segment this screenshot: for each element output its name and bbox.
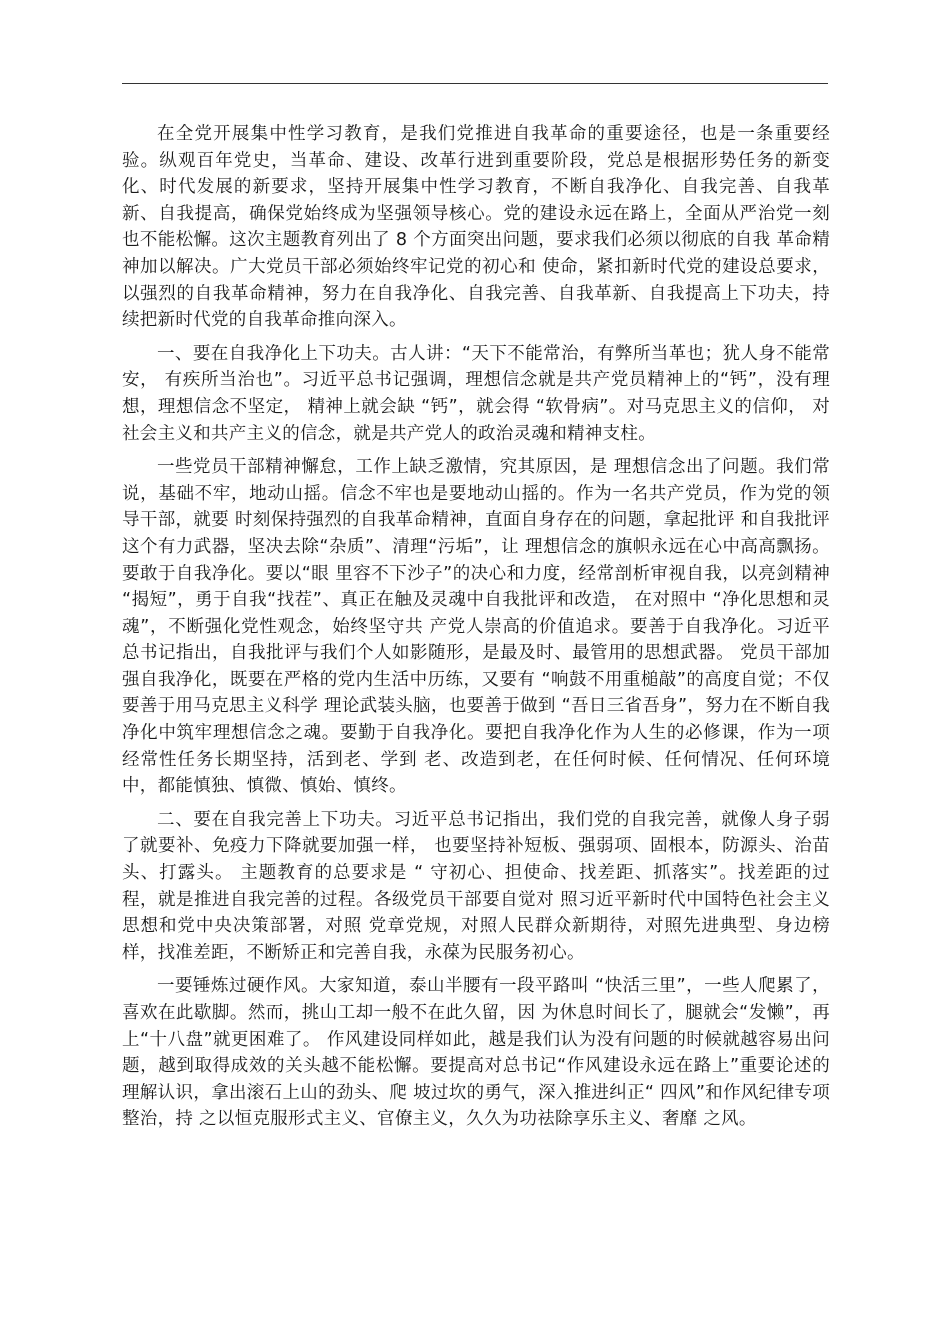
header-rule xyxy=(122,83,828,84)
document-body xyxy=(122,121,830,1140)
paragraph-section-2: 二、要在自我完善上下功夫。习近平总书记指出，我们党的自我完善，就像人身子弱了就要补、免疫力下降就要加强一样， 也要坚持补短板、强弱项、固根本，防源头、治苗头、打露头。 主题教育的总要求是 “ 守初心、担使命、找差距、抓落实”。找差距的过程，就是推进自我完善的过程。各级党员干部要自觉对 照习近平新时代中国特色社会主义思想和党中央决策部署，对照 党章党规，对照人民群众新期待，对照先进典型、身边榜样，找准差距，不断矫正和完善自我，永葆为民服务初心。 xyxy=(122,809,830,963)
paragraph-section-1: 一、要在自我净化上下功夫。古人讲：“天下不能常治，有弊所当革也；犹人身不能常安， 有疾所当治也”。习近平总书记强调，理想信念就是共产党员精神上的“钙”，没有理想，理想信念不坚定， 精神上就会缺 “钙”，就会得 “软骨病”。对马克思主义的信仰， 对社会主义和共产主义的信念，就是共产党人的政治灵魂和精神支柱。 xyxy=(122,343,830,444)
paragraph-section-1-detail: 一些党员干部精神懈怠，工作上缺乏激情，究其原因，是 理想信念出了问题。我们常说，基础不牢，地动山摇。信念不牢也是要地动山摇的。作为一名共产党员，作为党的领导干部，就要 时刻保持强烈的自我革命精神，直面自身存在的问题，拿起批评 和自我批评这个有力武器，坚决去除“杂质”、清理“污垢”，让 理想信念的旗帜永远在心中高高飘扬。要敢于自我净化。要以“眼 里容不下沙子”的决心和力度，经常剖析审视自我，以亮剑精神 “揭短”，勇于自我“找茬”、真正在触及灵魂中自我批评和改造， 在对照中 “净化思想和灵魂”，不断强化党性观念，始终坚守共 产党人崇高的价值追求。要善于自我净化。习近平总书记指出，自我批评与我们个人如影随形，是最及时、最管用的思想武器。 党员干部加强自我净化，既要在严格的党内生活中历练，又要有 “响鼓不用重槌敲”的高度自觉；不仅要善于用马克思主义科学 理论武装头脑，也要善于做到 “吾日三省吾身”，努力在不断自我净化中筑牢理想信念之魂。要勤于自我净化。要把自我净化作为人生的必修课，作为一项经常性任务长期坚持，活到老、学到 老、改造到老，在任何时候、任何情况、任何环境中，都能慎独、慎微、慎始、慎终。 xyxy=(122,457,830,797)
paragraph-section-2-detail: 一要锤炼过硬作风。大家知道，泰山半腰有一段平路叫 “快活三里”，一些人爬累了，喜欢在此歇脚。然而，挑山工却一般不在此久留，因 为休息时间长了，腿就会“发懒”，再上“十八盘”就更困难了。 作风建设同样如此，越是我们认为没有问题的时候就越容易出问 题，越到取得成效的关头越不能松懈。要提高对总书记“作风建设永远在路上”重要论述的理解认识，拿出滚石上山的劲头、爬 坡过坎的勇气，深入推进纠正“ 四风”和作风纪律专项整治，持 之以恒克服形式主义、官僚主义，久久为功祛除享乐主义、奢靡 之风。 xyxy=(122,976,830,1130)
paragraph-intro: 在全党开展集中性学习教育，是我们党推进自我革命的重要途径，也是一条重要经验。纵观百年党史，当革命、建设、改革行进到重要阶段，党总是根据形势任务的新变化、时代发展的新要求，坚持开展集中性学习教育，不断自我净化、自我完善、自我革新、自我提高，确保党始终成为坚强领导核心。党的建设永远在路上，全面从严治党一刻也不能松懈。这次主题教育列出了 8 个方面突出问题，要求我们必须以彻底的自我 革命精神加以解决。广大党员干部必须始终牢记党的初心和 使命，紧扣新时代党的建设总要求，以强烈的自我革命精神，努力在自我净化、自我完善、自我革新、自我提高上下功夫，持续把新时代党的自我革命推向深入。 xyxy=(122,124,830,331)
